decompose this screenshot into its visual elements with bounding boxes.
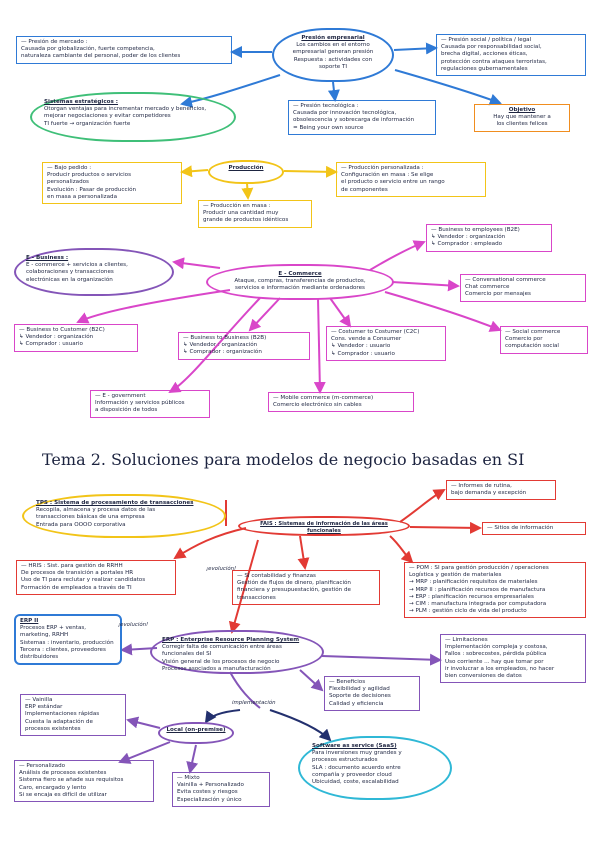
node-line: Causada por responsabilidad social, bbox=[441, 44, 542, 51]
node-line: → PLM : gestión ciclo de vida del producto bbox=[409, 608, 527, 615]
implementacion-tag: implementación bbox=[232, 700, 276, 706]
node-line: — Vainilla bbox=[25, 697, 53, 703]
node-line: personalizados bbox=[47, 179, 89, 186]
conversational-node bbox=[460, 274, 586, 302]
node-line: protección contra ataques terroristas, bbox=[441, 58, 547, 65]
si-contabilidad-node bbox=[232, 570, 380, 605]
limitaciones-node bbox=[440, 634, 586, 683]
node-line: — Business to employees (B2E) bbox=[431, 227, 520, 233]
presion-mercado-node bbox=[16, 36, 232, 64]
pom-node bbox=[404, 562, 586, 618]
sistemas-estrategicos-node bbox=[30, 92, 236, 142]
node-line: Chat commerce bbox=[465, 284, 510, 291]
node-line: Implementaciones rápidas bbox=[25, 711, 100, 718]
node-line: — Presión de mercado : bbox=[21, 39, 88, 45]
node-line: grande de productos idénticos bbox=[203, 217, 289, 224]
e-commerce-node bbox=[206, 264, 394, 300]
local-node bbox=[158, 722, 234, 744]
mixto-node bbox=[172, 772, 270, 807]
node-line: empresarial generan presión bbox=[292, 49, 374, 56]
node-line: — Conversational commerce bbox=[465, 277, 546, 283]
node-line: electrónicas en la organización bbox=[26, 276, 113, 283]
node-line: compañía y proveedor cloud bbox=[312, 771, 392, 778]
node-line: funcionales del SI bbox=[162, 651, 212, 658]
node-line: Si se encaja es difícil de utilizar bbox=[19, 791, 107, 798]
beneficios-node bbox=[324, 676, 420, 711]
node-line: Fallos : sobrecostes, pérdida pública bbox=[445, 651, 547, 658]
node-line: — Producción en masa : bbox=[203, 203, 271, 209]
node-line: TI fuerte → organización fuerte bbox=[44, 120, 131, 127]
node-line: el producto o servicio entre un rango bbox=[341, 179, 445, 186]
evolucion-tag: ¡evolución! bbox=[206, 566, 237, 572]
node-line: Logística y gestión de materiales bbox=[409, 572, 502, 579]
node-line: Producir una cantidad muy bbox=[203, 210, 279, 217]
node-line: Flexibilidad y agilidad bbox=[329, 686, 390, 693]
node-line: Entrada para OOOO corporativa bbox=[36, 521, 126, 528]
presion-social-node bbox=[436, 34, 586, 76]
node-line: Información y servicios públicos bbox=[95, 400, 185, 407]
node-line: De procesos de transición a portales HR bbox=[21, 570, 134, 577]
node-line: Caro, encargado y lento bbox=[19, 784, 87, 791]
node-line: distribuidores bbox=[20, 654, 59, 661]
node-line: — Business to Customer (B2C) bbox=[19, 327, 105, 333]
node-line: → MRP : planificación requisitos de materiales bbox=[409, 579, 538, 586]
node-line: E - commerce + servicios a clientes, bbox=[26, 262, 128, 269]
node-line: ↳ Vendedor : usuario bbox=[331, 343, 391, 350]
node-line: — Producción personalizada : bbox=[341, 165, 424, 171]
node-line: Comercio por mensajes bbox=[465, 291, 531, 298]
e-business-node bbox=[14, 248, 174, 296]
node-line: Cuesta la adaptación de bbox=[25, 718, 93, 725]
c2c-node bbox=[326, 326, 446, 361]
tps-title: TPS : Sistema de procesamiento de transacciones bbox=[36, 500, 194, 506]
node-line: soporte TI bbox=[318, 63, 348, 70]
node-line: transacciones bbox=[237, 594, 276, 601]
node-line: naturaleza cambiante del personal, poder de los clientes bbox=[21, 53, 181, 60]
node-line: Corregir falta de comunicación entre áreas bbox=[162, 644, 282, 651]
node-line: → ERP : planificación recursos empresariales bbox=[409, 593, 534, 600]
node-line: bien conversiones de datos bbox=[445, 673, 522, 680]
e-commerce-title: E - Commerce bbox=[278, 271, 322, 277]
erp-ii-node bbox=[14, 614, 122, 665]
produccion-masa-node bbox=[198, 200, 312, 228]
node-line: Análisis de procesos existentes bbox=[19, 770, 107, 777]
node-line: obsolescencia y sobrecarga de información bbox=[293, 117, 415, 124]
node-line: — Sitios de información bbox=[487, 525, 554, 531]
fais-node bbox=[238, 516, 410, 536]
node-line: ↳ Comprador : empleado bbox=[431, 241, 503, 248]
node-line: Soporte de decisiones bbox=[329, 693, 391, 700]
produccion-personalizada-node bbox=[336, 162, 486, 197]
node-line: Cons. vende a Consumer bbox=[331, 336, 402, 343]
bajo-pedido-node bbox=[42, 162, 182, 204]
vainilla-node bbox=[20, 694, 126, 736]
node-line: en masa a personalizada bbox=[47, 193, 118, 200]
node-line: — POM : SI para gestión producción / operaciones bbox=[409, 565, 549, 571]
node-line: — Beneficios bbox=[329, 679, 366, 685]
node-line: computación social bbox=[505, 343, 559, 350]
node-line: los clientes felices bbox=[496, 121, 548, 128]
b2c-node bbox=[14, 324, 138, 352]
node-line: Ubicuidad, coste, escalabilidad bbox=[312, 779, 399, 786]
b2e-node bbox=[426, 224, 552, 252]
node-line: Sistema fiero se añade sus requisitos bbox=[19, 777, 124, 784]
node-line: colaboraciones y transacciones bbox=[26, 269, 114, 276]
e-government-node bbox=[90, 390, 210, 418]
node-line: ir involucrar a los empleados, no hacer bbox=[445, 665, 555, 672]
presion-empresarial-title: Presión empresarial bbox=[301, 35, 365, 41]
node-line: Procesos ERP + ventas, bbox=[20, 625, 87, 632]
node-line: ↳ Comprador : usuario bbox=[331, 350, 395, 357]
node-line: ERP estándar bbox=[25, 704, 63, 711]
node-line: Recopila, almacena y procesa datos de las bbox=[36, 507, 156, 514]
node-line: Tercera : clientes, proveedores bbox=[20, 646, 106, 653]
saas-title: Software as service (SaaS) bbox=[312, 743, 397, 749]
produccion-title: Producción bbox=[228, 165, 264, 171]
node-line: Comercio electrónico sin cables bbox=[273, 402, 362, 409]
node-line: ↳ Comprador : usuario bbox=[19, 341, 83, 348]
node-line: — HRIS : Sist. para gestión de RRHH bbox=[21, 563, 123, 569]
node-line: Uso de TI para reclutar y realizar candidatos bbox=[21, 577, 146, 584]
node-line: procesos estructurados bbox=[312, 757, 378, 764]
node-line: brecha digital, acciones éticas, bbox=[441, 51, 528, 58]
node-line: — Presión tecnológica : bbox=[293, 103, 359, 109]
node-line: Respuesta : actividades con bbox=[293, 56, 373, 63]
mobile-commerce-node bbox=[268, 392, 414, 412]
page-title: Tema 2. Soluciones para modelos de negocio basadas en SI bbox=[42, 450, 525, 469]
node-line: Causada por innovación tecnológica, bbox=[293, 110, 397, 117]
erp-node bbox=[150, 630, 324, 674]
saas-node bbox=[298, 736, 452, 800]
objetivo-node bbox=[474, 104, 570, 132]
node-line: — Limitaciones bbox=[445, 637, 488, 643]
hris-node bbox=[16, 560, 176, 595]
erp-ii-title: ERP II bbox=[20, 618, 39, 624]
node-line: Los cambios en el entorno bbox=[296, 42, 370, 49]
node-line: mejorar negociaciones y evitar competidores bbox=[44, 113, 171, 120]
node-line: Evita costes y riesgos bbox=[177, 789, 238, 796]
node-line: Ataque, compras, transferencias de productos, bbox=[234, 278, 366, 285]
node-line: ↳ Vendedor : organización bbox=[19, 334, 94, 341]
node-line: Comercio por bbox=[505, 336, 543, 343]
node-line: ↳ Vendedor : organización bbox=[431, 234, 506, 241]
node-line: servicios e información mediante ordenadores bbox=[235, 285, 365, 292]
node-line: → MRP II : planificación recursos de manufactura bbox=[409, 586, 546, 593]
node-line: Configuración en masa : Se elige bbox=[341, 172, 434, 179]
node-line: → CIM : manufactura integrada por computadora bbox=[409, 601, 547, 608]
erp-title: ERP : Enterprise Resource Planning System bbox=[162, 637, 300, 643]
node-line: de componentes bbox=[341, 186, 388, 193]
node-line: Procesos asociados a manufacturación bbox=[162, 665, 271, 672]
tps-node bbox=[22, 494, 226, 538]
node-line: = Being your own source bbox=[293, 124, 364, 131]
node-line: SLA : documento acuerdo entre bbox=[312, 764, 401, 771]
node-line: Evolución : Pasar de producción bbox=[47, 186, 137, 193]
sistemas-estrategicos-title: Sistemas estratégicos : bbox=[44, 99, 119, 105]
sitios-informacion-node bbox=[482, 522, 586, 535]
node-line: Uso corriente ... hay que tomar por bbox=[445, 658, 544, 665]
node-line: Causada por globalización, fuerte competencia, bbox=[21, 46, 155, 53]
node-line: Calidad y eficiencia bbox=[329, 700, 384, 707]
node-line: — Costumer to Costumer (C2C) bbox=[331, 329, 420, 335]
node-line: Producir productos o servicios bbox=[47, 172, 131, 179]
node-line: marketing, RRHH bbox=[20, 632, 69, 639]
presion-empresarial-node bbox=[272, 28, 394, 82]
node-line: ↳ Comprador : organización bbox=[183, 349, 262, 356]
node-line: financiera y presupuestación, gestión de bbox=[237, 587, 351, 594]
node-line: — SI contabilidad y finanzas bbox=[237, 573, 316, 579]
node-line: Especialización y único bbox=[177, 796, 242, 803]
social-commerce-node bbox=[500, 326, 588, 354]
e-business-title: E - Business : bbox=[26, 255, 69, 261]
evolucion-tag: ¡evolución! bbox=[118, 622, 149, 628]
node-line: — Social commerce bbox=[505, 329, 561, 335]
node-line: bajo demanda y excepción bbox=[451, 490, 527, 497]
node-line: — Mobile commerce (m-commerce) bbox=[273, 395, 374, 401]
node-line: — Personalizado bbox=[19, 763, 66, 769]
b2b-node bbox=[178, 332, 310, 360]
node-line: — Business to Business (B2B) bbox=[183, 335, 267, 341]
node-line: Para inversiones muy grandes y bbox=[312, 750, 402, 757]
node-line: Visión general de los procesos de negocio bbox=[162, 658, 280, 665]
fais-title: FAIS : Sistemas de información de las áreas funcionales bbox=[260, 521, 388, 535]
node-line: Sistemas : inventario, producción bbox=[20, 639, 114, 646]
node-line: procesos existentes bbox=[25, 725, 81, 732]
node-line: — E - government bbox=[95, 393, 146, 399]
node-line: — Mixto bbox=[177, 775, 200, 781]
node-line: Hay que mantener a bbox=[493, 114, 551, 121]
node-line: Vainilla + Personalizado bbox=[177, 782, 244, 789]
node-line: ↳ Vendedor : organización bbox=[183, 342, 258, 349]
informes-node bbox=[446, 480, 556, 500]
local-title: Local (on-premise) bbox=[166, 727, 226, 733]
presion-tecnologica-node bbox=[288, 100, 436, 135]
node-line: Gestión de flujos de dinero, planificación bbox=[237, 580, 351, 587]
node-line: — Informes de rutina, bbox=[451, 483, 512, 489]
node-line: — Bajo pedido : bbox=[47, 165, 92, 171]
node-line: a disposición de todos bbox=[95, 407, 158, 414]
objetivo-title: Objetivo bbox=[508, 107, 536, 113]
node-line: Formación de empleados a través de TI bbox=[21, 584, 132, 591]
personalizado-node bbox=[14, 760, 154, 802]
produccion-node bbox=[208, 160, 284, 184]
node-line: Implementación compleja y costosa, bbox=[445, 644, 548, 651]
node-line: — Presión social / política / legal bbox=[441, 37, 532, 43]
node-line: regulaciones gubernamentales bbox=[441, 65, 528, 72]
node-line: transacciones básicas de una empresa bbox=[36, 514, 145, 521]
node-line: Otorgan ventajas para incrementar mercado y beneficios, bbox=[44, 106, 207, 113]
